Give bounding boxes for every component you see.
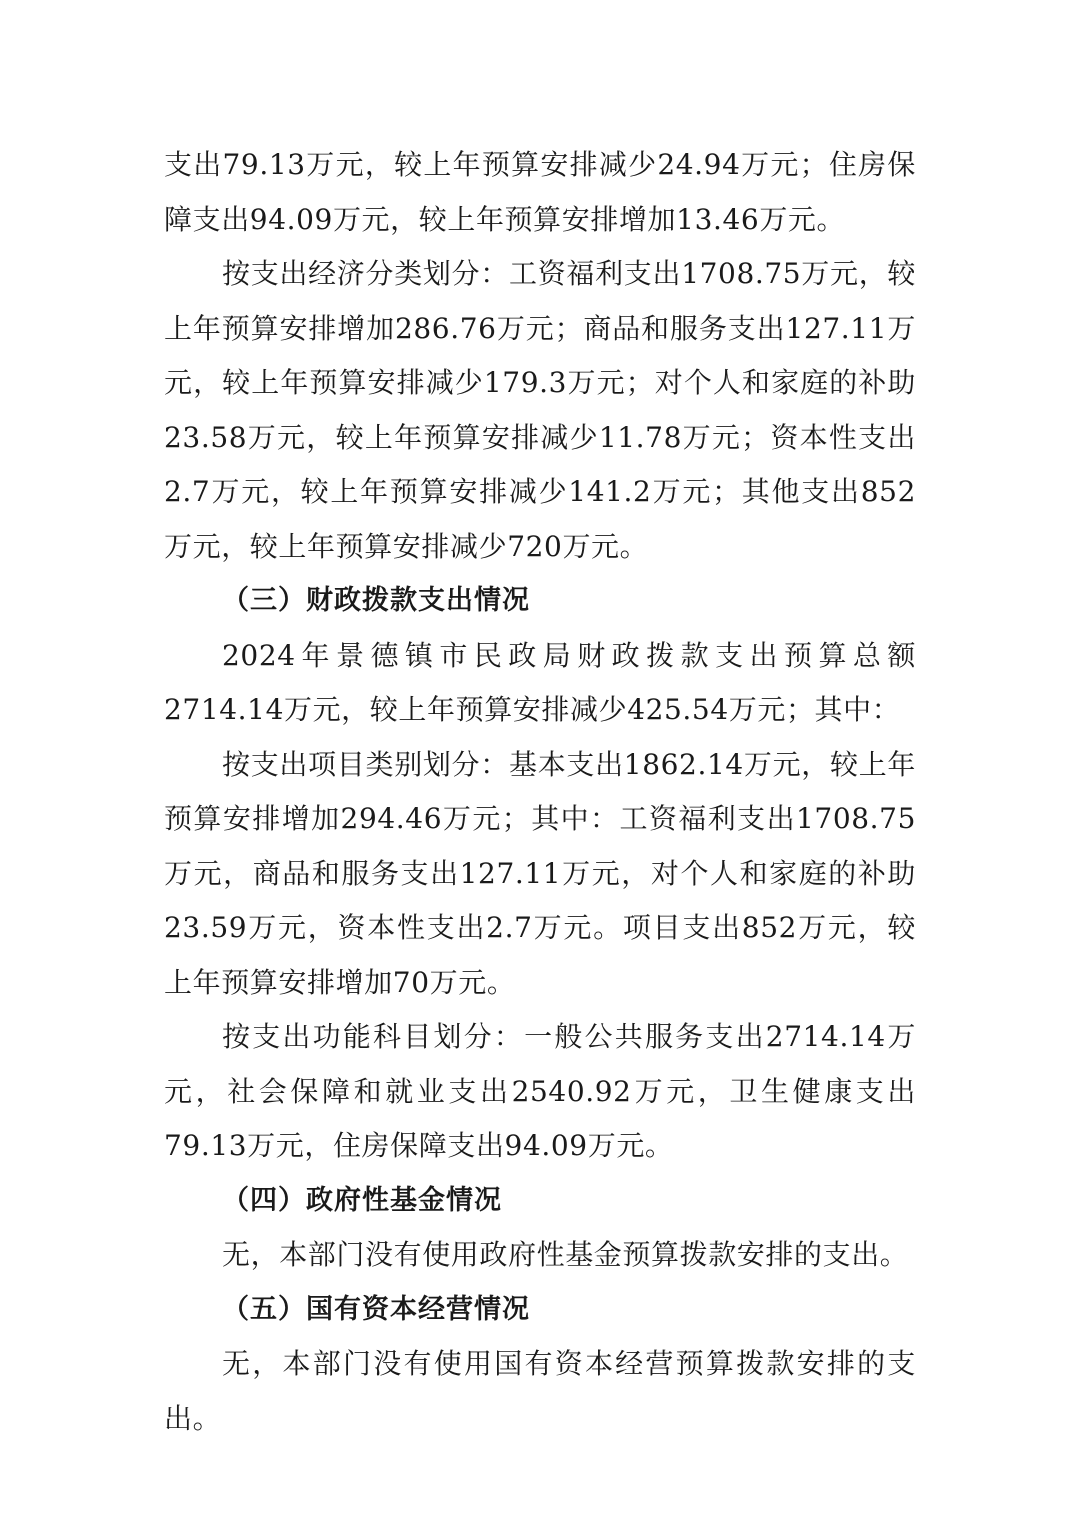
- paragraph-fiscal-total: 2024年景德镇市民政局财政拨款支出预算总额2714.14万元，较上年预算安排减少425.54万元；其中：: [164, 638, 916, 726]
- section-heading-fiscal-appropriation: （三）财政拨款支出情况: [222, 585, 530, 616]
- paragraph-state-capital-none: 无，本部门没有使用国有资本经营预算拨款安排的支出。: [164, 1347, 916, 1435]
- paragraph-government-fund-none: 无，本部门没有使用政府性基金预算拨款安排的支出。: [222, 1238, 909, 1271]
- section-heading-government-fund: （四）政府性基金情况: [222, 1184, 502, 1216]
- paragraph-functional-subject: 按支出功能科目划分：一般公共服务支出2714.14万元，社会保障和就业支出2540.92万元，卫生健康支出79.13万元，住房保障支出94.09万元。: [164, 1020, 916, 1162]
- paragraph-project-category: 按支出项目类别划分：基本支出1862.14万元，较上年预算安排增加294.46万元；其中：工资福利支出1708.75万元，商品和服务支出127.11万元，对个人和家庭的补助23.59万元，资本性支出2.7万元。项目支出852万元，较上年预算安排增加70万元。: [164, 747, 916, 999]
- paragraph-economic-classification: 按支出经济分类划分：工资福利支出1708.75万元，较上年预算安排增加286.76万元；商品和服务支出127.11万元，较上年预算安排减少179.3万元；对个人和家庭的补助23.58万元，较上年预算安排减少11.78万元；资本性支出2.7万元，较上年预算安排减少141.2万元；其他支出852万元，较上年预算安排减少720万元。: [164, 257, 916, 563]
- paragraph-health-housing-expenditure: 支出79.13万元，较上年预算安排减少24.94万元；住房保障支出94.09万元，较上年预算安排增加13.46万元。: [164, 148, 916, 236]
- section-heading-state-capital: （五）国有资本经营情况: [222, 1293, 530, 1325]
- document-body: [164, 138, 916, 1446]
